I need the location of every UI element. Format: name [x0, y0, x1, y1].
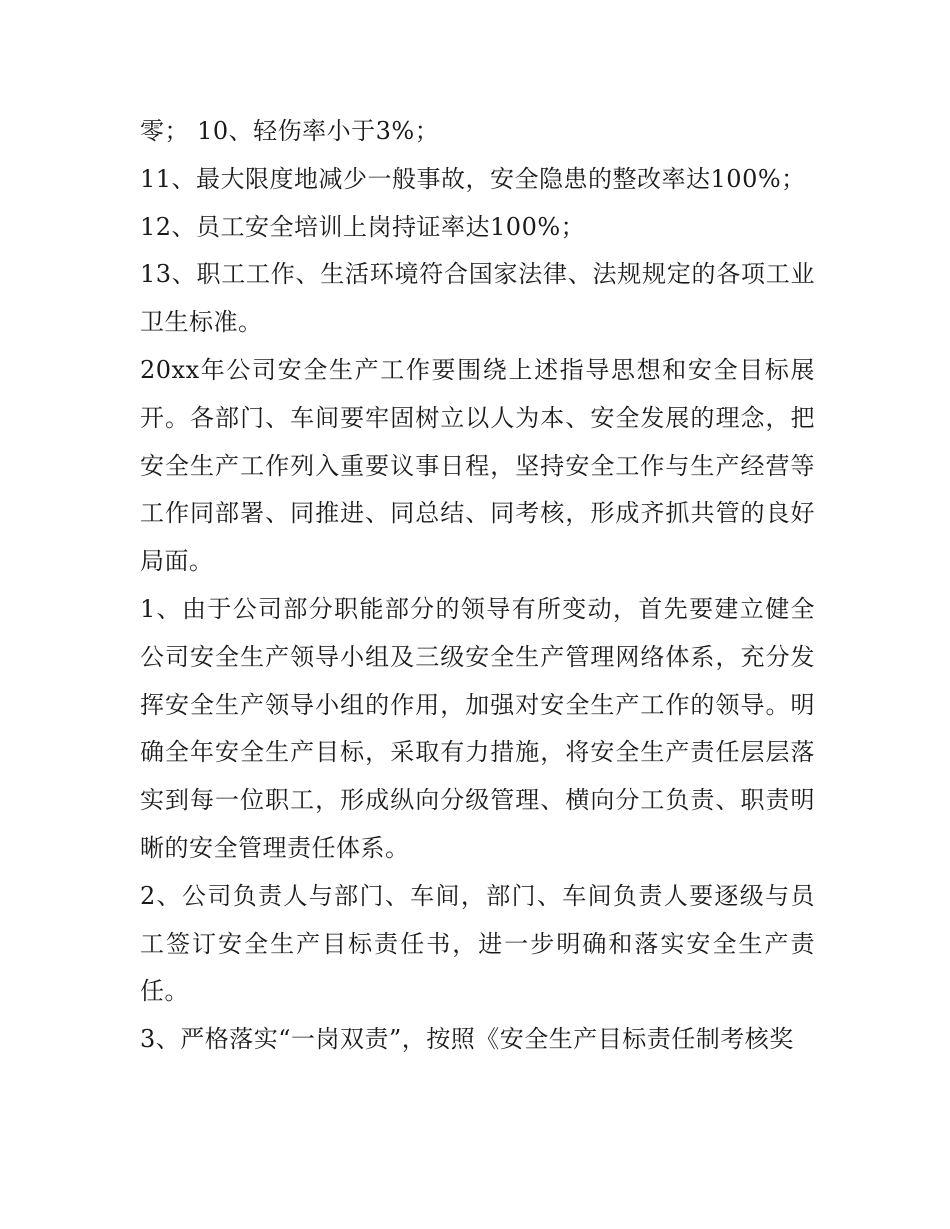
paragraph-7: 2、公司负责人与部门、车间，部门、车间负责人要逐级与员工签订安全生产目标责任书，进一步明确和落实安全生产责任。 — [140, 881, 815, 1006]
paragraph-6: 1、由于公司部分职能部分的领导有所变动，首先要建立健全公司安全生产领导小组及三级安全生产管理网络体系，充分发挥安全生产领导小组的作用，加强对安全生产工作的领导。明确全年安全生产目标，采取有力措施，将安全生产责任层层落实到每一位职工，形成纵向分级管理、横向分工负责、职责明晰的安全管理责任体系。 — [140, 594, 815, 862]
document-body — [140, 108, 815, 1064]
paragraph-8: 3、严格落实“一岗双责”，按照《安全生产目标责任制考核奖 — [140, 1025, 794, 1054]
paragraph-5: 20xx年公司安全生产工作要围绕上述指导思想和安全目标展开。各部门、车间要牢固树立以人为本、安全发展的理念，把安全生产工作列入重要议事日程，坚持安全工作与生产经营等工作同部署、同推进、同总结、同考核，形成齐抓共管的良好局面。 — [140, 355, 815, 576]
paragraph-3: 12、员工安全培训上岗持证率达100%； — [140, 212, 586, 241]
paragraph-4: 13、职工工作、生活环境符合国家法律、法规规定的各项工业卫生标准。 — [140, 260, 815, 337]
paragraph-2: 11、最大限度地减少一般事故，安全隐患的整改率达100%； — [140, 164, 806, 193]
paragraph-1: 零； 10、轻伤率小于3%； — [140, 117, 440, 145]
